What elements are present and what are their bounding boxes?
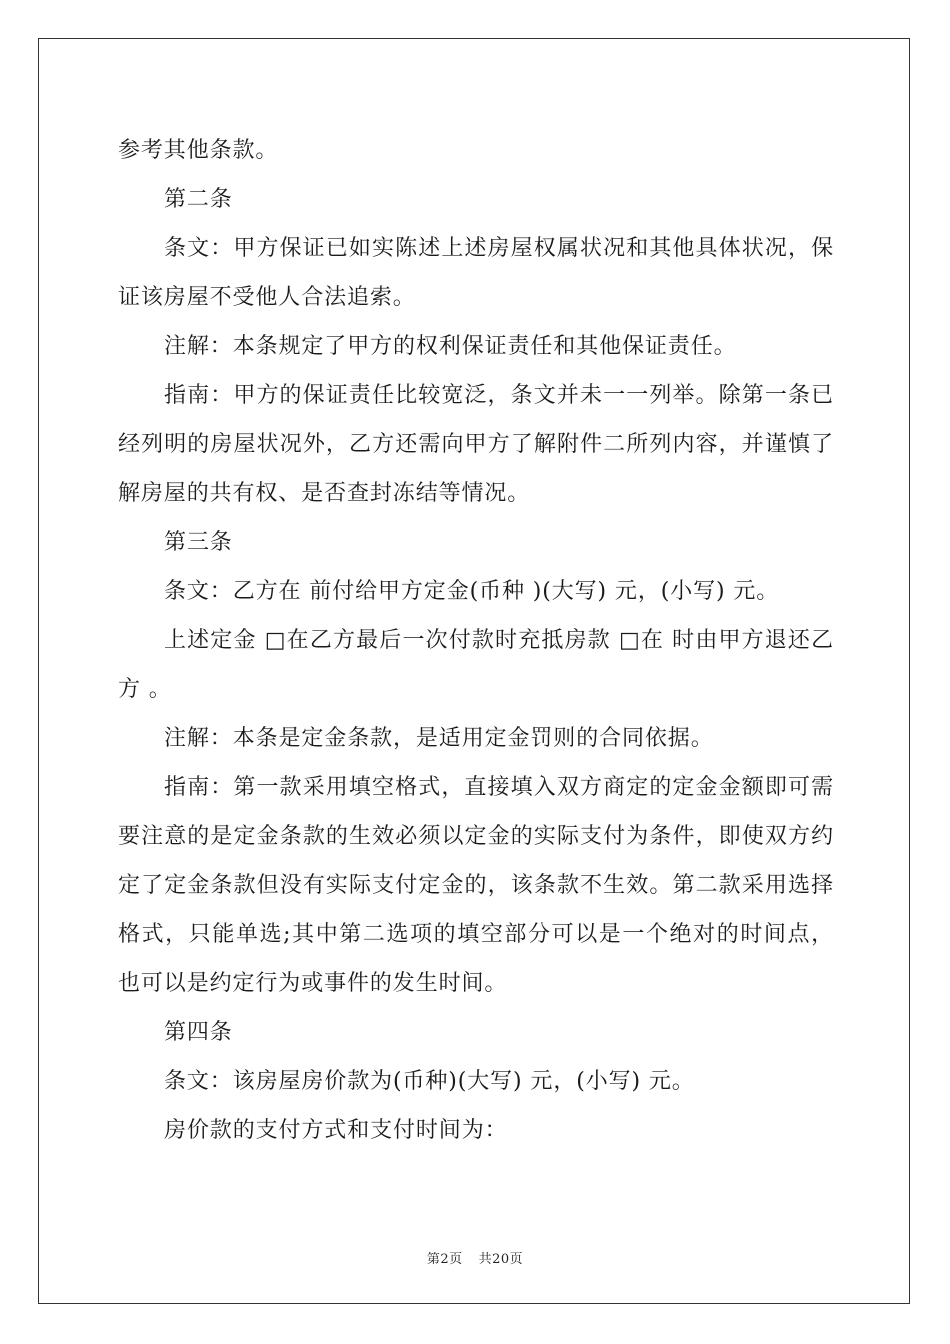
page-footer — [0, 1248, 950, 1267]
article-heading: 第四条 — [164, 1020, 233, 1045]
paragraph: 条文：该房屋房价款为(币种)(大写) 元，(小写) 元。 — [164, 1069, 695, 1094]
paragraph: 条文：甲方保证已如实陈述上述房屋权属状况和其他具体状况，保证该房屋不受他人合法追索。 — [118, 236, 834, 310]
paragraph: 房价款的支付方式和支付时间为： — [164, 1118, 508, 1143]
paragraph: 上述定金 □在乙方最后一次付款时充抵房款 □在 时由甲方退还乙方 。 — [118, 628, 834, 702]
paragraph: 参考其他条款。 — [118, 138, 279, 163]
article-heading: 第三条 — [164, 530, 233, 555]
document-body — [118, 126, 834, 1155]
paragraph: 指南：甲方的保证责任比较宽泛，条文并未一一列举。除第一条已经列明的房屋状况外，乙方还需向甲方了解附件二所列内容，并谨慎了解房屋的共有权、是否查封冻结等情况。 — [118, 383, 834, 506]
page-total: 共20页 — [478, 1252, 524, 1267]
page-number: 第2页 — [426, 1252, 463, 1267]
paragraph: 注解：本条规定了甲方的权利保证责任和其他保证责任。 — [164, 334, 737, 359]
paragraph: 条文：乙方在 前付给甲方定金(币种 )(大写) 元，(小写) 元。 — [164, 579, 780, 604]
article-heading: 第二条 — [164, 187, 233, 212]
paragraph: 指南：第一款采用填空格式，直接填入双方商定的定金金额即可需要注意的是定金条款的生效必须以定金的实际支付为条件，即使双方约定了定金条款但没有实际支付定金的，该条款不生效。第二款采用选择格式，只能单选;其中第二选项的填空部分可以是一个绝对的时间点，也可以是约定行为或事件的发生时间。 — [118, 775, 834, 996]
paragraph: 注解：本条是定金条款，是适用定金罚则的合同依据。 — [164, 726, 714, 751]
